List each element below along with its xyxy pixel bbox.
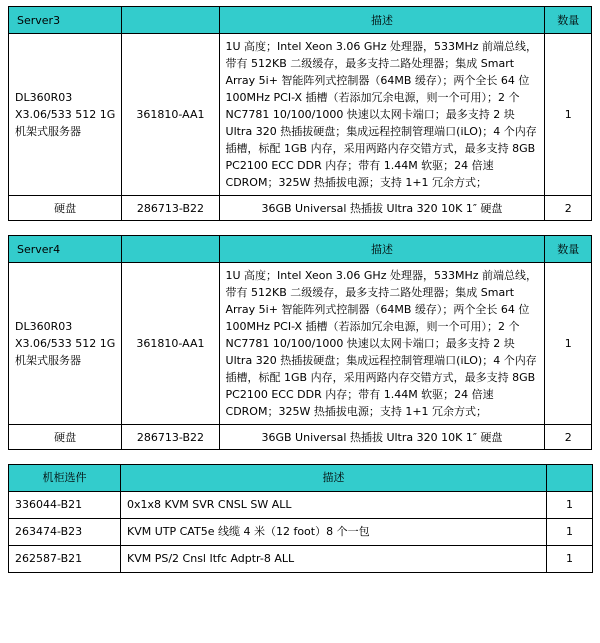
table-row <box>9 546 593 573</box>
table-row <box>9 492 593 519</box>
server-description: 1U 高度；Intel Xeon 3.06 GHz 处理器，533MHz 前端总线，带有 512KB 二级缓存，最多支持二路处理器；集成 Smart Array 5i+ 智能阵列式控制器（64MB 缓存）；两个全长 64 位 100MHz PCI-X 插槽（若添加冗余电源，则一个可用）；2 个 NC7781 10/100/1000 快速以太网卡端口；最多支持 2 块 Ultra 320 热插拔硬盘；集成远程控制管理端口(iLO)；4 个内存插槽，标配 1GB 内存，采用两路内存交错方式，最多支持 8GB PC2100 ECC DDR 内存；带有 1.44M 软驱；24 倍速 CDROM；325W 热插拔电源；支持 1+1 冗余方式； <box>219 34 545 196</box>
server-spec-table-1 <box>8 6 592 221</box>
server-part-number: 361810-AA1 <box>122 263 219 425</box>
table-row <box>9 263 592 425</box>
disk-quantity: 2 <box>545 425 592 450</box>
accessory-quantity: 1 <box>547 546 593 573</box>
server-description: 1U 高度；Intel Xeon 3.06 GHz 处理器，533MHz 前端总线，带有 512KB 二级缓存，最多支持二路处理器；集成 Smart Array 5i+ 智能阵列式控制器（64MB 缓存）；两个全长 64 位 100MHz PCI-X 插槽（若添加冗余电源，则一个可用）；2 个 NC7781 10/100/1000 快速以太网卡端口；最多支持 2 块 Ultra 320 热插拔硬盘；集成远程控制管理端口(iLO)；4 个内存插槽，标配 1GB 内存，采用两路内存交错方式，最多支持 8GB PC2100 ECC DDR 内存；带有 1.44M 软驱；24 倍速 CDROM；325W 热插拔电源；支持 1+1 冗余方式； <box>219 263 545 425</box>
accessories-table <box>8 464 593 573</box>
accessories-description-header: 描述 <box>121 465 547 492</box>
server-spec-table-2 <box>8 235 592 450</box>
disk-label: 硬盘 <box>9 196 122 221</box>
accessory-description: KVM UTP CAT5e 线缆 4 米（12 foot）8 个一包 <box>121 519 547 546</box>
table-header-row <box>9 7 592 34</box>
accessory-quantity: 1 <box>547 519 593 546</box>
server-name-header: Server4 <box>9 236 122 263</box>
disk-description: 36GB Universal 热插拔 Ultra 320 10K 1″ 硬盘 <box>219 196 545 221</box>
table-header-row <box>9 236 592 263</box>
accessory-quantity: 1 <box>547 492 593 519</box>
server-part-number: 361810-AA1 <box>122 34 219 196</box>
accessory-description: KVM PS/2 Cnsl Itfc Adptr-8 ALL <box>121 546 547 573</box>
table-row <box>9 519 593 546</box>
disk-description: 36GB Universal 热插拔 Ultra 320 10K 1″ 硬盘 <box>219 425 545 450</box>
accessory-code: 263474-B23 <box>9 519 121 546</box>
disk-part-number: 286713-B22 <box>122 196 219 221</box>
quantity-header: 数量 <box>545 7 592 34</box>
accessories-quantity-header <box>547 465 593 492</box>
quantity-header: 数量 <box>545 236 592 263</box>
accessory-description: 0x1x8 KVM SVR CNSL SW ALL <box>121 492 547 519</box>
accessory-code: 336044-B21 <box>9 492 121 519</box>
server-model: DL360R03 X3.06/533 512 1G 机架式服务器 <box>9 263 122 425</box>
table-row <box>9 34 592 196</box>
server-pn-header <box>122 236 219 263</box>
disk-quantity: 2 <box>545 196 592 221</box>
server-name-header: Server3 <box>9 7 122 34</box>
table-row <box>9 425 592 450</box>
server-quantity: 1 <box>545 263 592 425</box>
accessories-name-header: 机柜选件 <box>9 465 121 492</box>
table-row <box>9 196 592 221</box>
disk-part-number: 286713-B22 <box>122 425 219 450</box>
disk-label: 硬盘 <box>9 425 122 450</box>
description-header: 描述 <box>219 236 545 263</box>
accessory-code: 262587-B21 <box>9 546 121 573</box>
server-model: DL360R03 X3.06/533 512 1G 机架式服务器 <box>9 34 122 196</box>
server-quantity: 1 <box>545 34 592 196</box>
description-header: 描述 <box>219 7 545 34</box>
server-pn-header <box>122 7 219 34</box>
table-header-row <box>9 465 593 492</box>
